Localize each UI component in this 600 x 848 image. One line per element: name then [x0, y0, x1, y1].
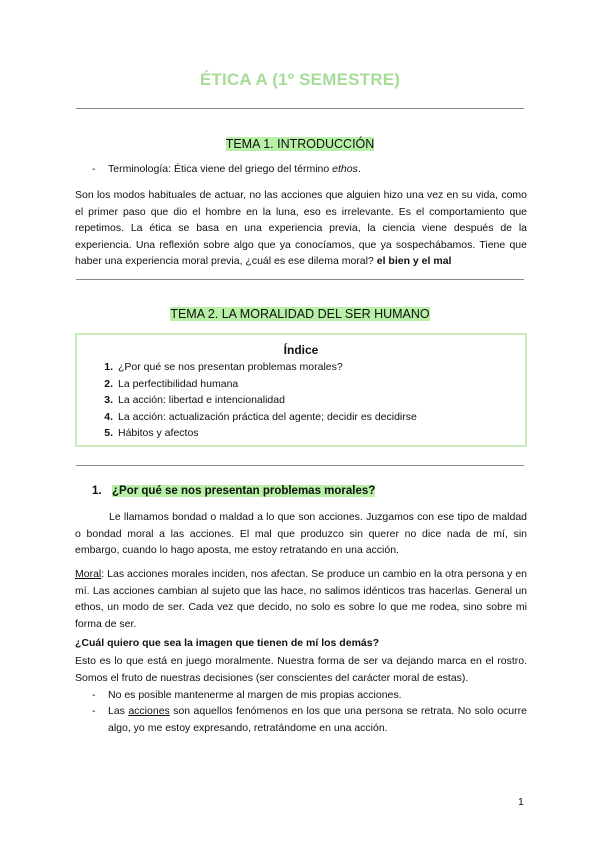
index-item-number: 3.	[104, 394, 113, 406]
bullet-dash: -	[92, 689, 96, 701]
index-item-number: 4.	[104, 410, 113, 423]
index-list	[95, 359, 417, 442]
divider	[76, 279, 524, 280]
bullet-dash: -	[92, 705, 96, 717]
acciones-term: acciones	[128, 705, 170, 717]
bullet-text	[108, 703, 527, 736]
section1-paragraph-3: Esto es lo que está en juego moralmente. Nuestra forma de ser va dejando marca en el rostro. Somos el fruto de nuestras decisiones (ser conscientes del carácter moral de estas).	[75, 655, 527, 684]
index-title: Índice	[283, 343, 319, 357]
terminology-end: .	[357, 163, 361, 175]
section1-paragraph-1: Le llamamos bondad o maldad a lo que son acciones. Juzgamos con ese tipo de maldad o bondad moral a las acciones. El mal que produzco sin querer no dice nada de mí, sin embargo, cuando lo hago aposta, me estoy retratando en una acción.	[75, 511, 527, 556]
index-item-text: Hábitos y afectos	[118, 427, 199, 439]
page-number: 1	[518, 796, 524, 808]
tema1-paragraph	[75, 187, 527, 270]
divider	[76, 465, 524, 466]
section1-heading-text: ¿Por qué se nos presentan problemas morales?	[112, 485, 376, 497]
tema2-heading-text: TEMA 2. LA MORALIDAD DEL SER HUMANO	[170, 307, 430, 321]
terminology-bullet	[92, 163, 361, 175]
bullet-item	[92, 703, 527, 736]
bullet-item	[92, 687, 527, 704]
bullet-text-end: son aquellos fenómenos en los que una persona se retrata. No solo ocurre algo, yo me estoy expresando, retratándome en una acción.	[108, 705, 527, 734]
tema1-heading-text: TEMA 1. INTRODUCCIÓN	[225, 137, 375, 151]
index-item	[95, 409, 417, 426]
index-item	[95, 392, 417, 409]
moral-text: : Las acciones morales inciden, nos afectan. Se produce un cambio en la otra persona y en mí. Las acciones cambian al sujeto que las hace, no salimos idénticos tras hacerlas. General un ethos, un modo de ser. Cada vez que decido, no solo es sobre lo que me rodea, sino sobre mi forma de ser.	[75, 568, 527, 630]
tema2-heading	[0, 307, 600, 321]
index-item-text: La perfectibilidad humana	[118, 377, 239, 390]
tema1-paragraph-text: Son los modos habituales de actuar, no las acciones que alguien hizo una vez en su vida, como el primer paso que dio el hombre en la luna, eso es irrelevante. Es el comportamiento que repetimos. La ética se basa en una experiencia previa, la ciencia viene después de la experiencia. Una reflexión sobre algo que ya conocíamos, que ya sospechábamos. Tiene que haber una experiencia moral previa, ¿cuál es ese dilema moral?	[75, 189, 527, 267]
moral-label: Moral	[75, 568, 102, 580]
index-item-text: La acción: actualización práctica del agente; decidir es decidirse	[118, 410, 417, 423]
index-item	[95, 359, 417, 376]
index-item	[95, 376, 417, 393]
terminology-text: Terminología: Ética viene del griego del término	[108, 163, 333, 175]
section1-paragraph-2	[75, 566, 527, 632]
index-item-number: 2.	[104, 377, 113, 390]
tema1-paragraph-bold: el bien y el mal	[376, 255, 452, 267]
bullet-text: No es posible mantenerme al margen de mis propias acciones.	[108, 689, 402, 701]
tema1-heading	[0, 137, 600, 151]
section1-question: ¿Cuál quiero que sea la imagen que tienen de mí los demás?	[75, 637, 379, 649]
index-box	[75, 333, 527, 447]
divider	[76, 108, 524, 109]
ethos-term: ethos	[332, 163, 358, 175]
section1-number: 1.	[92, 485, 102, 497]
index-item-text: ¿Por qué se nos presentan problemas morales?	[118, 361, 343, 373]
index-item	[95, 425, 417, 442]
index-item-text: La acción: libertad e intencionalidad	[118, 394, 285, 406]
index-item-number: 1.	[104, 361, 113, 373]
section1-heading	[92, 485, 375, 497]
index-item-number: 5.	[104, 427, 113, 439]
bullet-dash: -	[92, 163, 96, 175]
bullet-text-start: Las	[108, 705, 129, 717]
document-title: ÉTICA A (1º SEMESTRE)	[199, 70, 401, 89]
